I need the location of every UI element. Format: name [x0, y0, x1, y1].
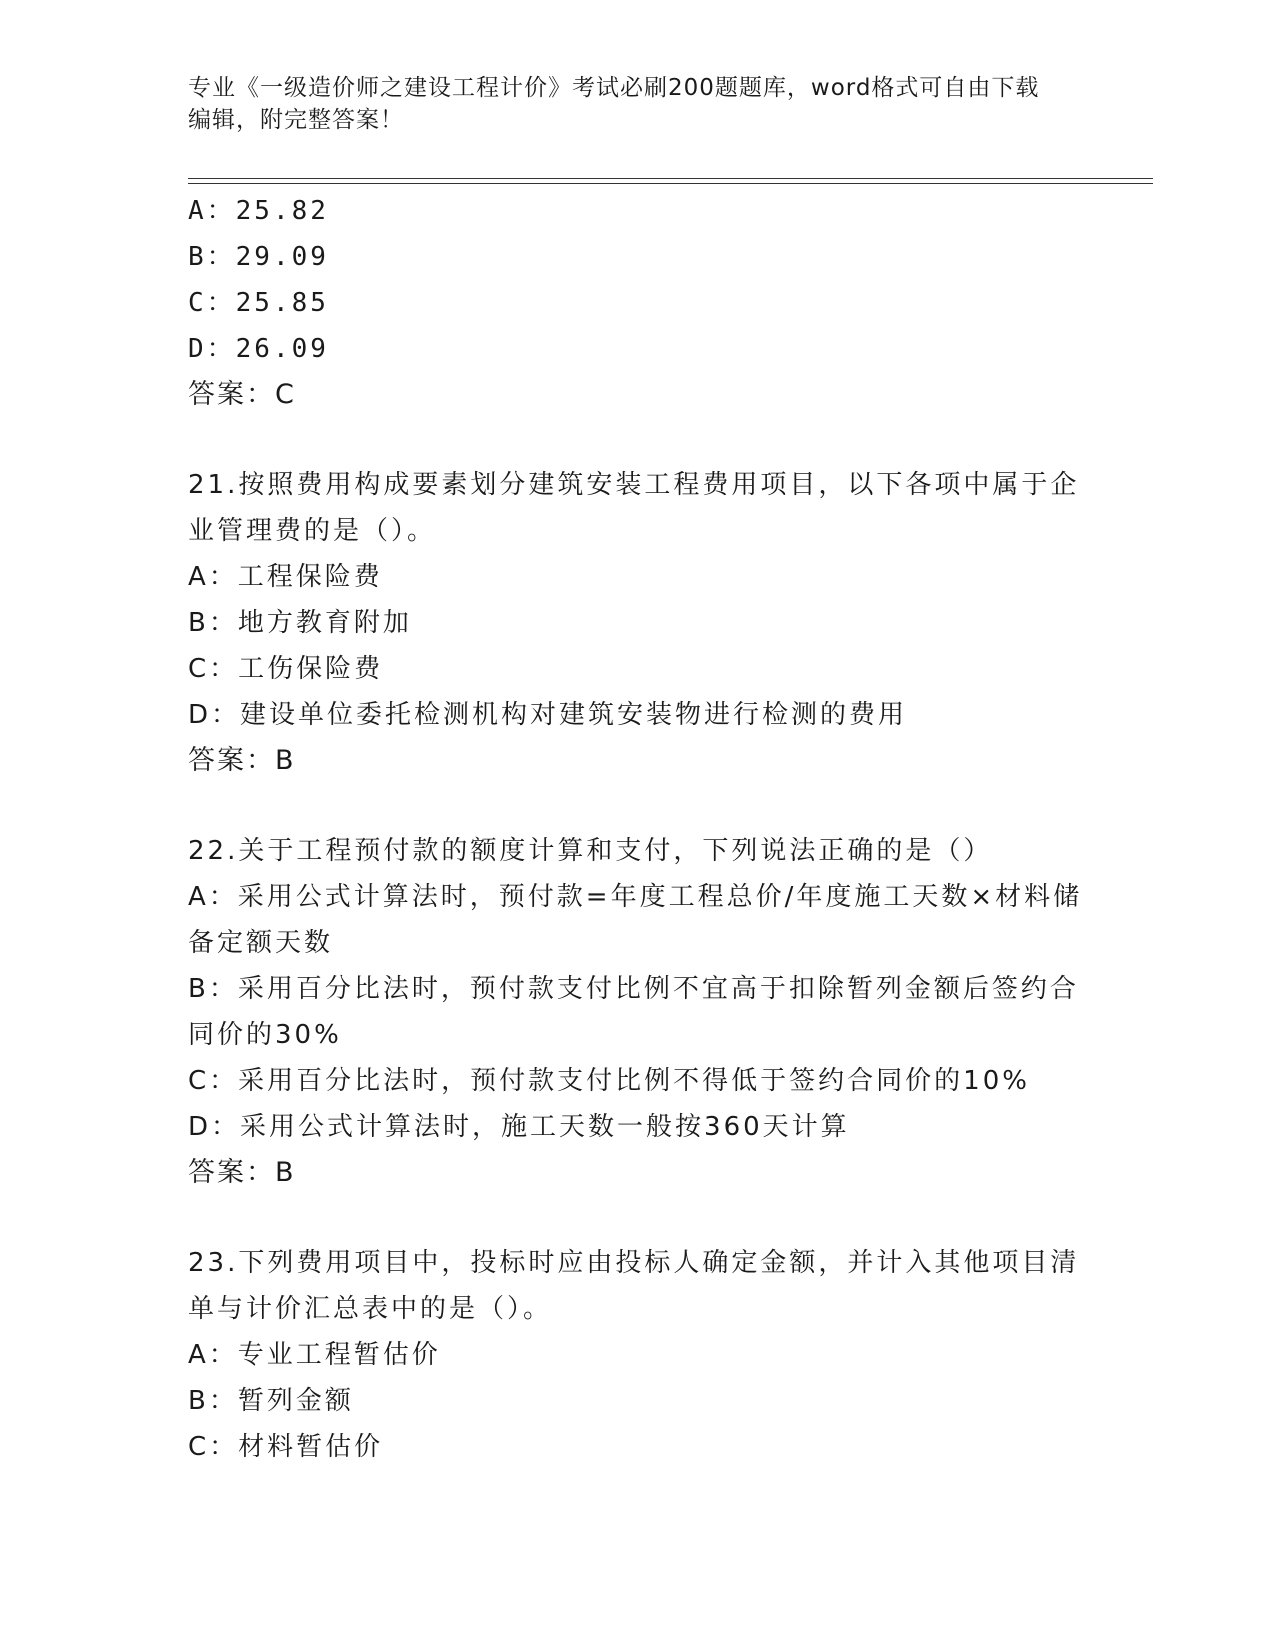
answer-line: 答案：C	[188, 379, 296, 410]
header-divider-top	[188, 178, 1153, 179]
option-b: B：29.09	[188, 242, 329, 272]
header-line-2: 编辑，附完整答案！	[188, 107, 404, 133]
spacer	[188, 784, 1088, 828]
option-d: D：建设单位委托检测机构对建筑安装物进行检测的费用	[188, 700, 908, 730]
option-d: D：26.09	[188, 334, 329, 364]
option-b: B：暂列金额	[188, 1386, 354, 1416]
option-a: A：专业工程暂估价	[188, 1340, 441, 1370]
option-b: B：地方教育附加	[188, 608, 412, 638]
option-d: D：采用公式计算法时，施工天数一般按360天计算	[188, 1112, 850, 1142]
question-21-text-2: 业管理费的是（）。	[188, 516, 437, 546]
option-c: C：工伤保险费	[188, 654, 384, 684]
option-a-line-2: 备定额天数	[188, 928, 334, 958]
question-22-text: 22.关于工程预付款的额度计算和支付，下列说法正确的是（）	[188, 836, 993, 866]
option-b-line-2: 同价的30%	[188, 1020, 342, 1050]
spacer	[188, 1196, 1088, 1240]
prev-question-block	[188, 188, 1088, 418]
header-divider-bottom	[188, 183, 1153, 184]
question-content	[188, 188, 1088, 1470]
option-c: C：材料暂估价	[188, 1432, 384, 1462]
option-c: C：25.85	[188, 288, 329, 318]
question-23-text-1: 23.下列费用项目中，投标时应由投标人确定金额，并计入其他项目清	[188, 1248, 1080, 1278]
option-c: C：采用百分比法时，预付款支付比例不得低于签约合同价的10%	[188, 1066, 1030, 1096]
spacer	[188, 418, 1088, 462]
question-21-block	[188, 462, 1088, 784]
question-23-text-2: 单与计价汇总表中的是（）。	[188, 1294, 553, 1324]
header-line-1: 专业《一级造价师之建设工程计价》考试必刷200题题库，word格式可自由下载	[188, 75, 1040, 101]
option-a: A：25.82	[188, 196, 329, 226]
answer-line: 答案：B	[188, 1157, 296, 1188]
question-21-text-1: 21.按照费用构成要素划分建筑安装工程费用项目，以下各项中属于企	[188, 470, 1080, 500]
option-b-line-1: B：采用百分比法时，预付款支付比例不宜高于扣除暂列金额后签约合	[188, 974, 1079, 1004]
question-22-block	[188, 828, 1088, 1196]
option-a-line-1: A：采用公式计算法时，预付款=年度工程总价/年度施工天数×材料储	[188, 882, 1083, 912]
question-23-block	[188, 1240, 1088, 1470]
document-header	[188, 72, 1068, 136]
option-a: A：工程保险费	[188, 562, 383, 592]
answer-line: 答案：B	[188, 745, 296, 776]
